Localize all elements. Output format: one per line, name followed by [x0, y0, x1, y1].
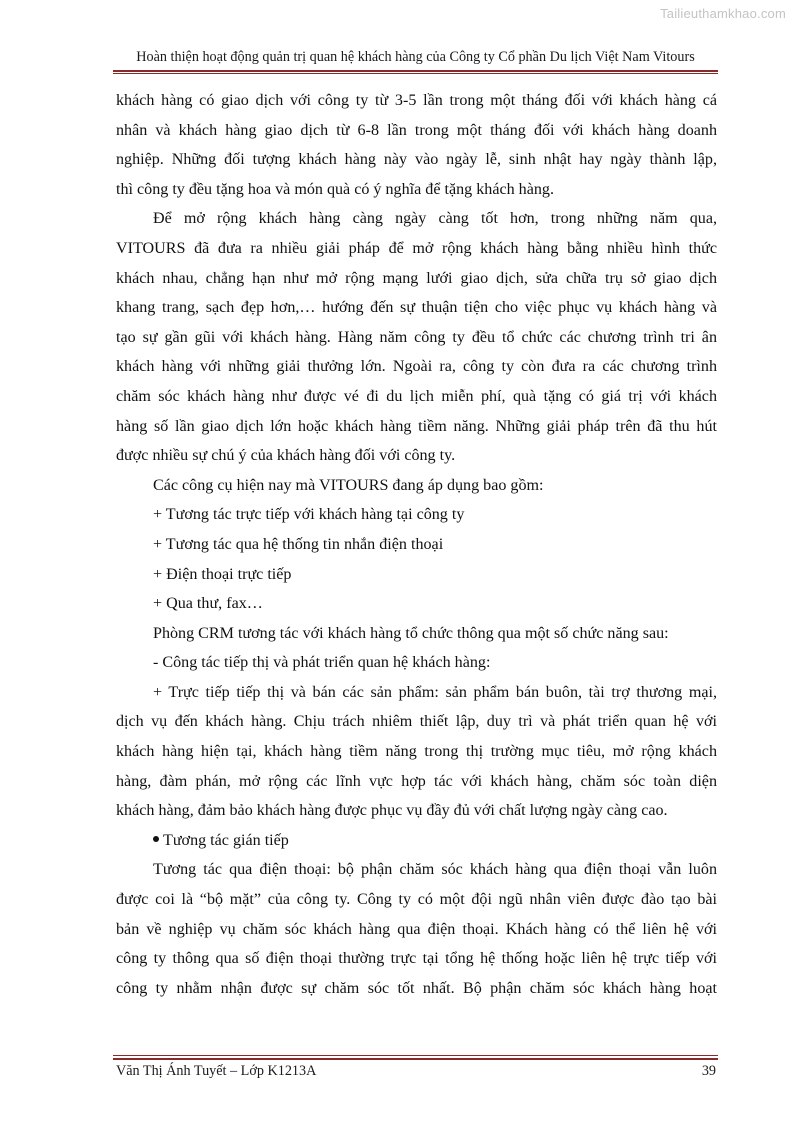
- bullet-item: [116, 826, 717, 856]
- body-line: khách hàng, đảm bảo khách hàng được phục vụ đầy đủ với chất lượng ngày càng cao.: [116, 802, 668, 820]
- body-line: khách hàng với những giải thưởng lớn. Ngoài ra, công ty còn đưa ra các chương trình: [116, 358, 717, 376]
- body-line: nghiệp. Những đối tượng khách hàng này vào ngày lễ, sinh nhật hay ngày thành lập,: [116, 151, 717, 169]
- body-line: + Trực tiếp tiếp thị và bán các sản phẩm: sản phẩm bán buôn, tài trợ thương mại,: [153, 683, 717, 701]
- list-item: + Tương tác qua hệ thống tin nhắn điện thoại: [153, 535, 444, 553]
- body-line: Tương tác qua điện thoại: bộ phận chăm sóc khách hàng qua điện thoại vẫn luôn: [153, 861, 717, 879]
- body-line: bản về nghiệp vụ chăm sóc khách hàng qua điện thoại. Khách hàng có thể liên hệ với: [116, 920, 717, 938]
- body-line: hàng số lần giao dịch lớn hoặc khách hàng tiềm năng. Những giải pháp trên đã thu hút: [116, 417, 717, 435]
- body-line: Để mở rộng khách hàng càng ngày càng tốt hơn, trong những năm qua,: [153, 210, 717, 228]
- body-line: khách nhau, chẳng hạn như mở rộng mạng lưới giao dịch, sửa chữa trụ sở giao dịch: [116, 269, 717, 287]
- body-line: khách hàng hiện tại, khách hàng tiềm năng trong thị trường mục tiêu, mở rộng khách: [116, 743, 717, 761]
- body-line: công ty nhằm nhận được sự chăm sóc tốt nhất. Bộ phận chăm sóc khách hàng hoạt: [116, 979, 717, 997]
- body-line: hàng, đàm phán, mở rộng các lĩnh vực hợp tác với khách hàng, chăm sóc toàn diện: [116, 772, 717, 790]
- header-divider: [113, 70, 718, 72]
- body-line: Các công cụ hiện nay mà VITOURS đang áp dụng bao gồm:: [153, 476, 544, 494]
- page-number: 39: [701, 1063, 716, 1079]
- body-line: VITOURS đã đưa ra nhiều giải pháp để mở rộng khách hàng bằng nhiều hình thức: [116, 239, 717, 257]
- body-line: nhân và khách hàng giao dịch từ 6-8 lần trong một tháng đối với khách hàng doanh: [116, 121, 717, 139]
- list-item: + Điện thoại trực tiếp: [153, 565, 292, 583]
- body-line: thì công ty đều tặng hoa và món quà có ý nghĩa để tặng khách hàng.: [116, 180, 554, 198]
- page-body: [116, 86, 717, 1003]
- body-line: chăm sóc khách hàng như được vé đi du lịch miễn phí, quà tặng có giá trị với khách: [116, 387, 717, 405]
- list-item: + Tương tác trực tiếp với khách hàng tại công ty: [153, 506, 465, 524]
- body-line: công ty thông qua số điện thoại thường trực tại tổng hệ thống hoặc liên hệ trực tiếp với: [116, 950, 717, 968]
- list-item: + Qua thư, fax…: [153, 595, 263, 613]
- body-line: khang trang, sạch đẹp hơn,… hướng đến sự thuận tiện cho việc phục vụ khách hàng và: [116, 299, 717, 317]
- watermark: Tailieuthamkhao.com: [660, 6, 786, 21]
- body-line: được coi là “bộ mặt” của công ty. Công ty có một đội ngũ nhân viên được đào tạo bài: [116, 891, 717, 909]
- footer-author: Văn Thị Ánh Tuyết – Lớp K1213A: [116, 1063, 317, 1079]
- body-line: được nhiều sự chú ý của khách hàng đối với công ty.: [116, 447, 456, 465]
- body-line: Phòng CRM tương tác với khách hàng tổ chức thông qua một số chức năng sau:: [153, 624, 669, 642]
- bullet-icon: [153, 836, 159, 842]
- body-line: tạo sự gần gũi với khách hàng. Hàng năm công ty đều tổ chức các chương trình tri ân: [116, 328, 717, 346]
- footer-divider: [113, 1055, 718, 1056]
- bullet-text: Tương tác gián tiếp: [163, 831, 289, 849]
- running-header: Hoàn thiện hoạt động quản trị quan hệ khách hàng của Công ty Cổ phần Du lịch Việt Nam Vitours: [136, 49, 695, 65]
- body-line: khách hàng có giao dịch với công ty từ 3-5 lần trong một tháng đối với khách hàng cá: [116, 92, 717, 109]
- body-line: dịch vụ đến khách hàng. Chịu trách nhiêm thiết lập, duy trì và phát triển quan hệ với: [116, 713, 717, 731]
- list-item: - Công tác tiếp thị và phát triển quan hệ khách hàng:: [153, 654, 491, 672]
